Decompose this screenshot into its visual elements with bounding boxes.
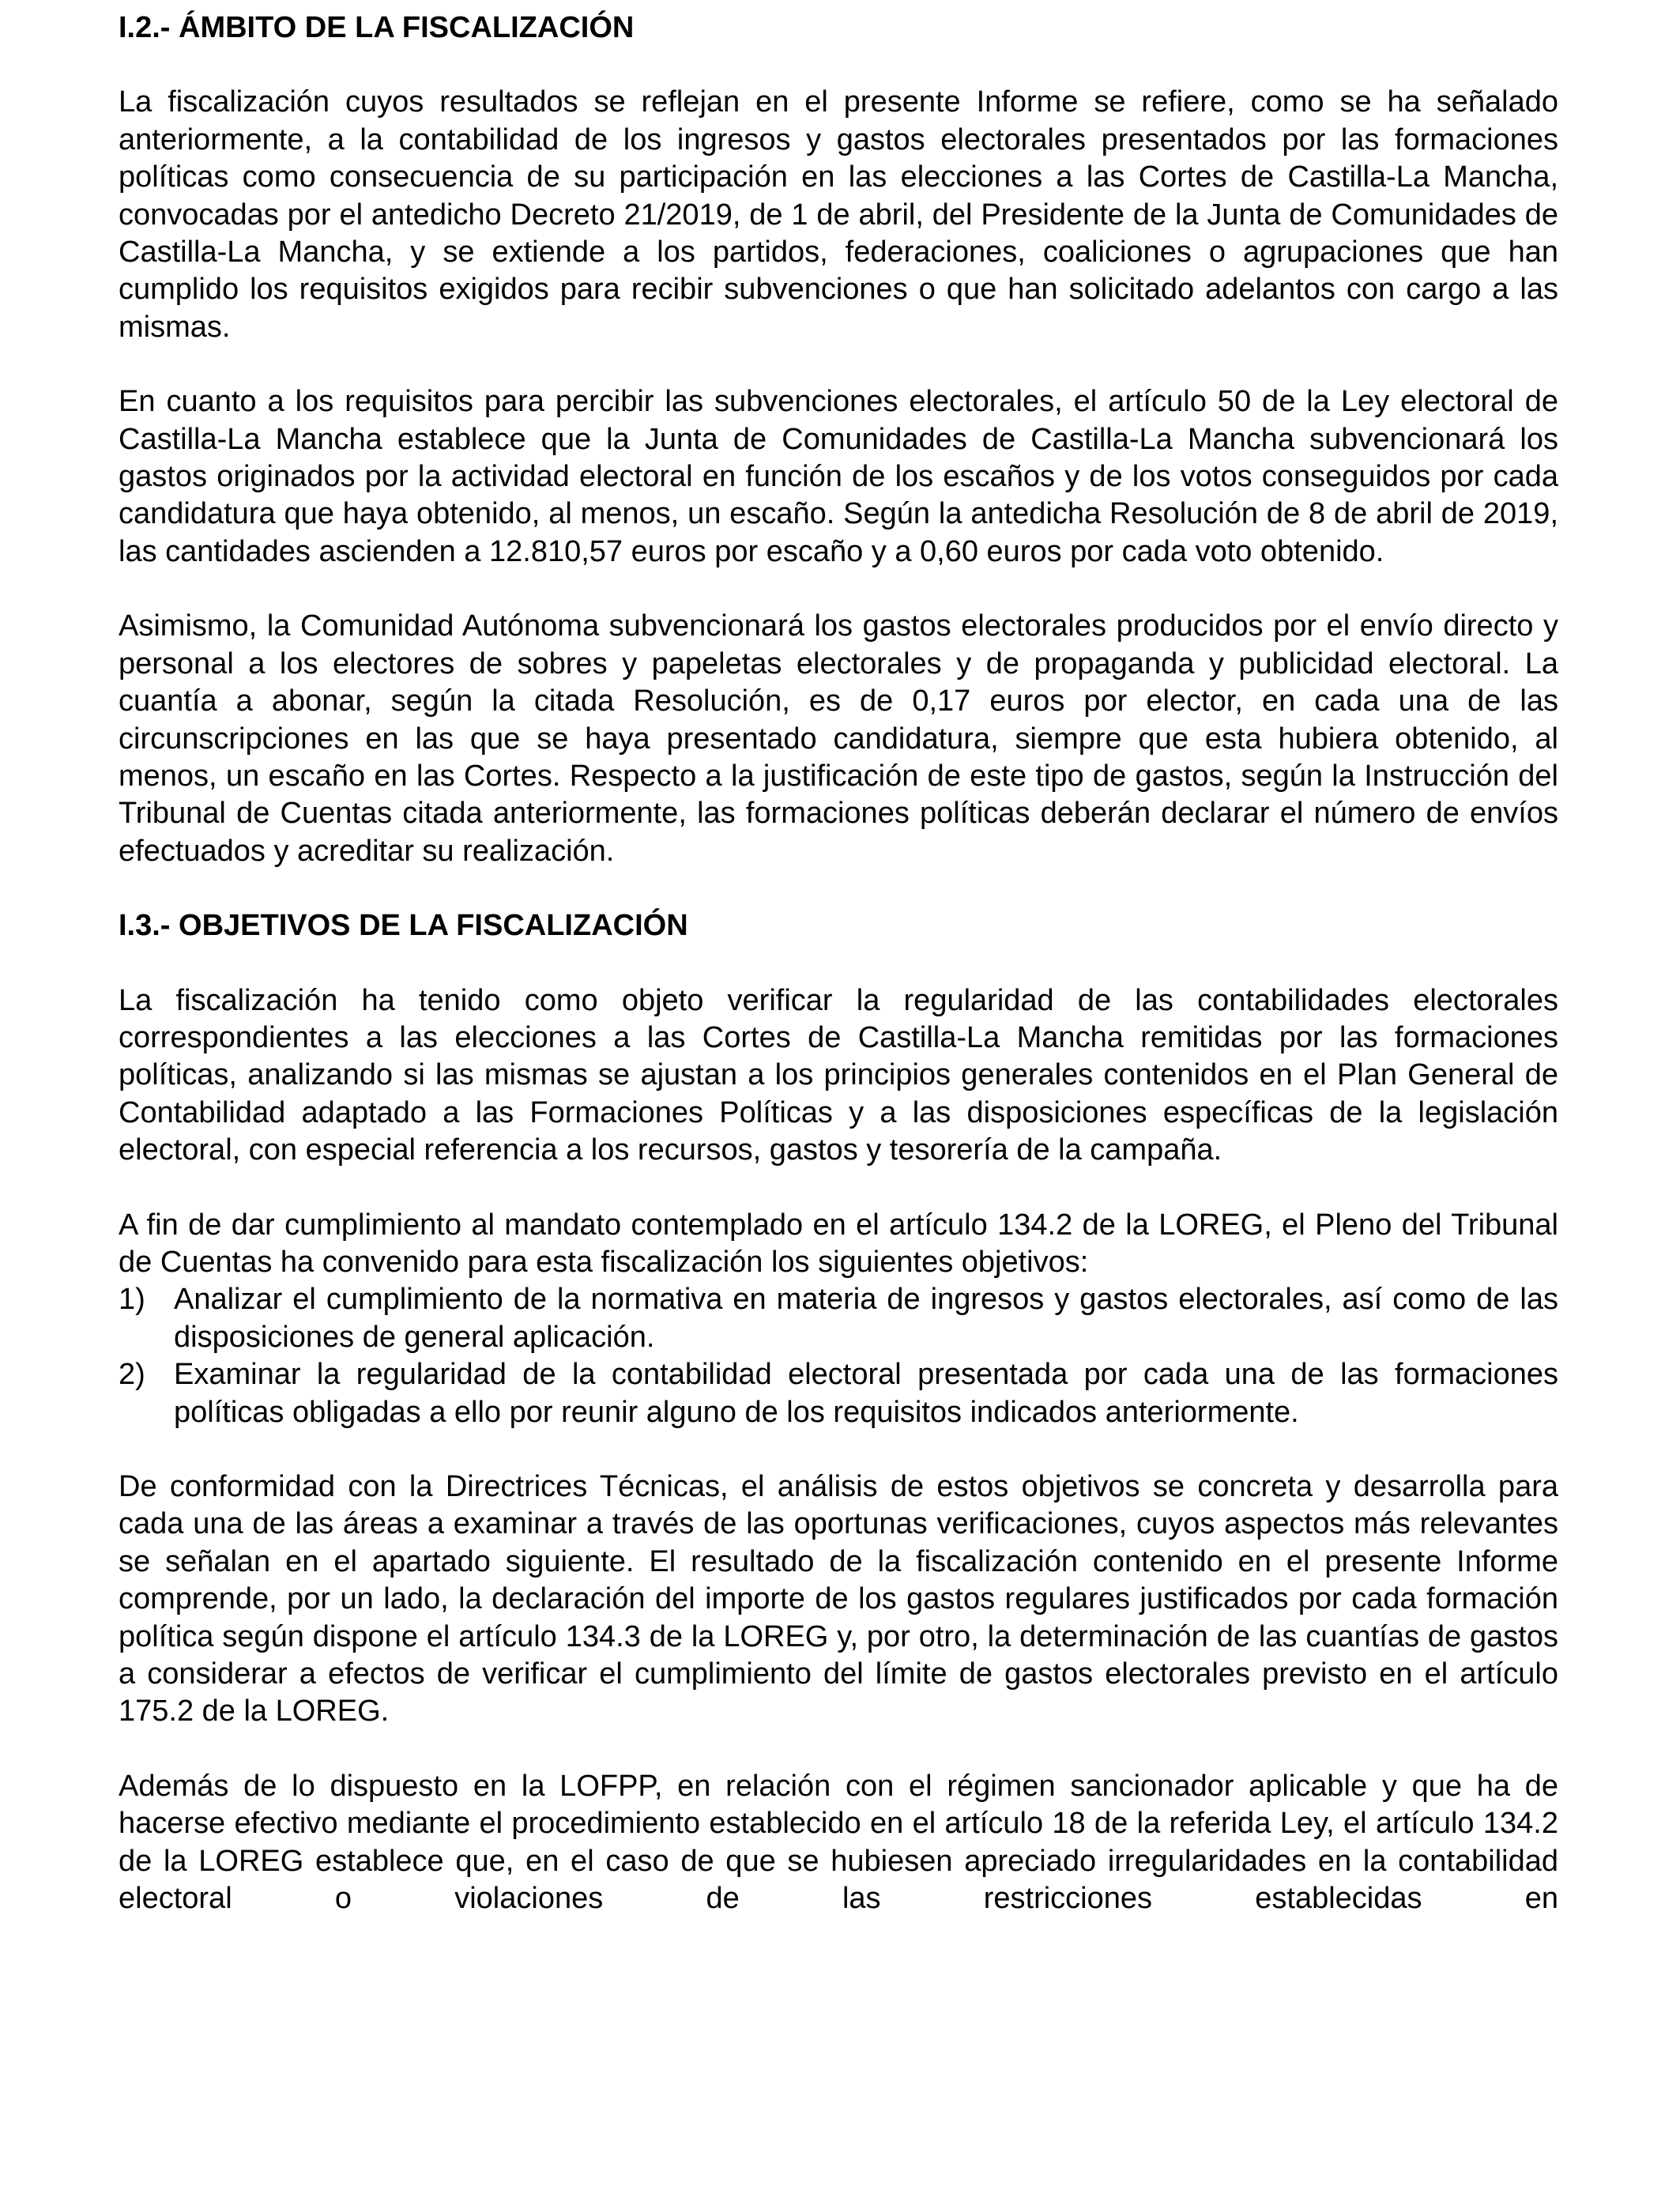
- document-page: [119, 9, 1558, 1917]
- paragraph-objetivos-4: Además de lo dispuesto en la LOFPP, en relación con el régimen sancionador aplicable y que ha de hacerse efectivo mediante el procedimiento establecido en el artículo 18 de la referida Ley, el artículo 134.2 de la LOREG establece que, en el caso de que se hubiesen apreciado irregularidades en la contabilidad electoral o violaciones de las restricciones establecidas en: [119, 1769, 1558, 1916]
- section-heading-objetivos: I.3.- OBJETIVOS DE LA FISCALIZACIÓN: [119, 909, 688, 943]
- section-heading-ambito: I.2.- ÁMBITO DE LA FISCALIZACIÓN: [119, 11, 635, 44]
- paragraph-objetivos-1: La fiscalización ha tenido como objeto verificar la regularidad de las contabilidades electorales correspondientes a las elecciones a las Cortes de Castilla-La Mancha remitidas por las formaciones políticas, analizando si las mismas se ajustan a los principios generales contenidos en el Plan General de Contabilidad adaptado a las Formaciones Políticas y a las disposiciones específicas de la legislación electoral, con especial referencia a los recursos, gastos y tesorería de la campaña.: [119, 983, 1558, 1167]
- list-item-text: Examinar la regularidad de la contabilidad electoral presentada por cada una de las formaciones políticas obligadas a ello por reunir alguno de los requisitos indicados anteriormente.: [174, 1358, 1558, 1429]
- paragraph-ambito-3: Asimismo, la Comunidad Autónoma subvencionará los gastos electorales producidos por el envío directo y personal a los electores de sobres y papeletas electorales y de propaganda y publicidad electoral. La cuantía a abonar, según la citada Resolución, es de 0,17 euros por elector, en cada una de las circunscripciones en las que se haya presentado candidatura, siempre que esta hubiera obtenido, al menos, un escaño en las Cortes. Respecto a la justificación de este tipo de gastos, según la Instrucción del Tribunal de Cuentas citada anteriormente, las formaciones políticas deberán declarar el número de envíos efectuados y acreditar su realización.: [119, 609, 1558, 868]
- list-item-text: Analizar el cumplimiento de la normativa en materia de ingresos y gastos electorales, así como de las disposiciones de general aplicación.: [174, 1283, 1558, 1354]
- list-item-number: 2): [119, 1358, 145, 1392]
- paragraph-ambito-2: En cuanto a los requisitos para percibir las subvenciones electorales, el artículo 50 de la Ley electoral de Castilla-La Mancha establece que la Junta de Comunidades de Castilla-La Mancha subvencionará los gastos originados por la actividad electoral en función de los escaños y de los votos conseguidos por cada candidatura que haya obtenido, al menos, un escaño. Según la antedicha Resolución de 8 de abril de 2019, las cantidades ascienden a 12.810,57 euros por escaño y a 0,60 euros por cada voto obtenido.: [119, 385, 1558, 568]
- list-item-number: 1): [119, 1283, 145, 1317]
- list-item-objective-2: [119, 1356, 1558, 1431]
- paragraph-objetivos-2: A fin de dar cumplimiento al mandato contemplado en el artículo 134.2 de la LOREG, el Pleno del Tribunal de Cuentas ha convenido para esta fiscalización los siguientes objetivos:: [119, 1208, 1558, 1279]
- list-item-objective-1: [119, 1281, 1558, 1356]
- paragraph-ambito-1: La fiscalización cuyos resultados se reflejan en el presente Informe se refiere, como se ha señalado anteriormente, a la contabilidad de los ingresos y gastos electorales presentados por las formaciones políticas como consecuencia de su participación en las elecciones a las Cortes de Castilla-La Mancha, convocadas por el antedicho Decreto 21/2019, de 1 de abril, del Presidente de la Junta de Comunidades de Castilla-La Mancha, y se extiende a los partidos, federaciones, coaliciones o agrupaciones que han cumplido los requisitos exigidos para recibir subvenciones o que han solicitado adelantos con cargo a las mismas.: [119, 85, 1558, 344]
- paragraph-objetivos-3: De conformidad con la Directrices Técnicas, el análisis de estos objetivos se concreta y desarrolla para cada una de las áreas a examinar a través de las oportunas verificaciones, cuyos aspectos más relevantes se señalan en el apartado siguiente. El resultado de la fiscalización contenido en el presente Informe comprende, por un lado, la declaración del importe de los gastos regulares justificados por cada formación política según dispone el artículo 134.3 de la LOREG y, por otro, la determinación de las cuantías de gastos a considerar a efectos de verificar el cumplimiento del límite de gastos electorales previsto en el artículo 175.2 de la LOREG.: [119, 1470, 1558, 1728]
